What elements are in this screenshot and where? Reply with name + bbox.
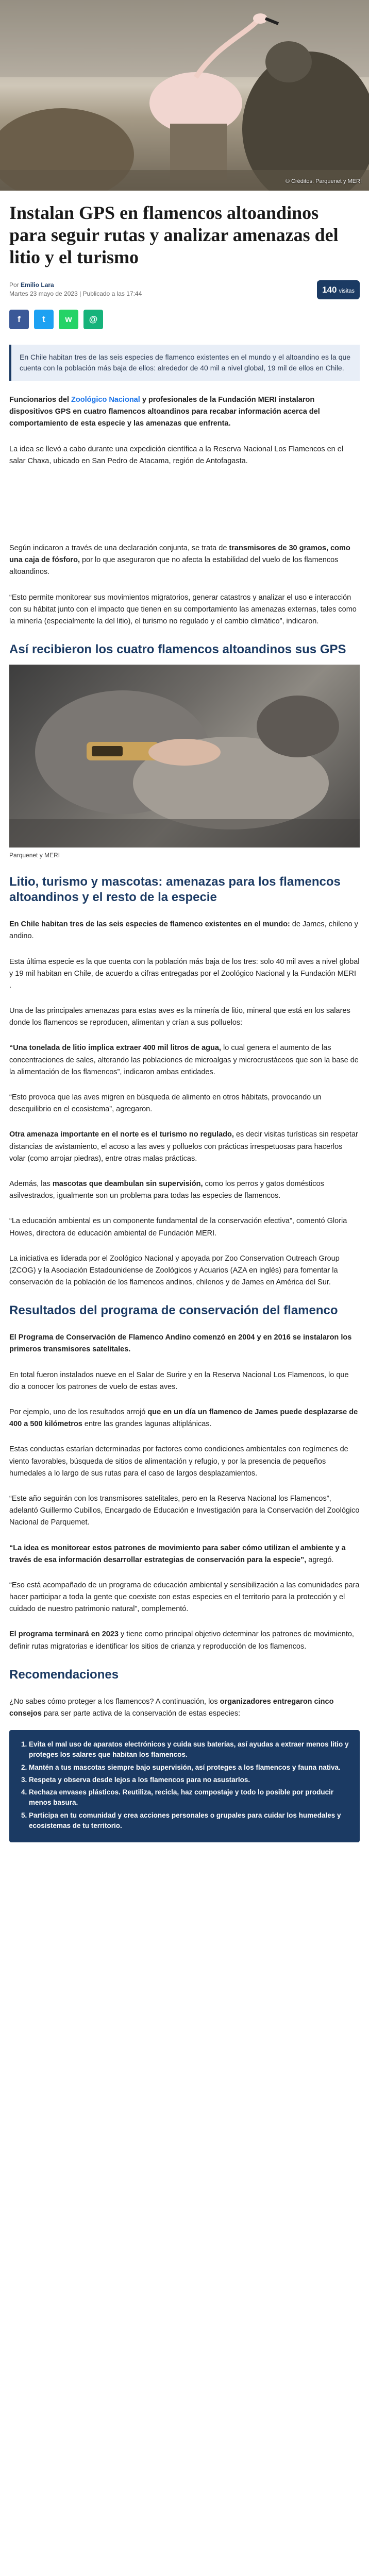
paragraph [9, 1129, 360, 1165]
paragraph-bold: que en un día un flamenco de James puede desplazarse de 400 a 500 kilómetros [9, 1408, 358, 1429]
gps-photo-illustration [9, 665, 360, 848]
paragraph: “La educación ambiental es un componente fundamental de la conservación efectiva”, comentó Gloria Howes, directora de educación ambiental de Fundación MERI. [9, 1217, 347, 1238]
paragraph: “Este año seguirán con los transmisores satelitales, pero en la Reserva Nacional los Flamencos”, adelantó Guillermo Cubillos, Encargado de Educación e Investigación para la Conservación del Zoológico Nacional de Parquemet. [9, 1494, 360, 1527]
list-item: 2. Mantén a tus mascotas siempre bajo supervisión, así proteges a los flamencos y fauna nativa. [29, 1762, 350, 1773]
article-title: Instalan GPS en flamencos altoandinos para seguir rutas y analizar amenazas del litio y el turismo [9, 202, 339, 268]
paragraph-bold: El Programa de Conservación de Flamenco Andino comenzó en 2004 y en 2016 se instalaron los primeros transmisores satelitales. [9, 1333, 352, 1354]
paragraph: Esta última especie es la que cuenta con la población más baja de los tres: solo 40 mil aves a nivel global y 19 mil habitan en Chile, de acuerdo a cifras entregadas por el Zoológico Nacional y la Fundación MERI . [9, 957, 360, 990]
paragraph: “Esto provoca que las aves migren en búsqueda de alimento en otros hábitats, provocando un desequilibrio en el ecosistema”, agregaron. [9, 1093, 322, 1114]
paragraph-text: como los perros y gatos domésticos asilvestrados, igualmente son un problema para todas las especies de flamencos. [9, 1179, 324, 1200]
byline [9, 281, 142, 299]
paragraph-bold: Funcionarios del [9, 396, 70, 404]
list-item: 1. Evita el mal uso de aparatos electrónicos y cuida sus baterías, así ayudas a extraer menos litio y proteges los salares que habitan los flamencos. [29, 1739, 350, 1760]
paragraph [9, 1629, 360, 1652]
paragraph-text: para ser parte activa de la conservación de estas especies: [43, 1709, 241, 1718]
paragraph-text: y tiene como principal objetivo determinar los patrones de movimiento, definir rutas migratorias e identificar los sitios de crianza y reproducción de los flamencos. [9, 1630, 354, 1651]
views-badge [317, 280, 360, 300]
paragraph-text: entre las grandes lagunas altiplánicas. [84, 1420, 212, 1429]
paragraph-bold: Otra amenaza importante en el norte es el turismo no regulado, [9, 1130, 234, 1139]
hero-photo-credit: © Créditos: Parquenet y MERI [285, 178, 362, 184]
email-icon: @ [89, 314, 98, 325]
paragraph-text: Además, las [9, 1179, 51, 1188]
paragraph-bold: “Una tonelada de litio implica extraer 400 mil litros de agua, [9, 1044, 221, 1053]
paragraph-text: por lo que aseguraron que no afecta la estabilidad del vuelo de los flamencos altoandinos. [9, 556, 339, 577]
share-email-button[interactable] [83, 310, 103, 329]
section-heading: Así recibieron los cuatro flamencos altoandinos sus GPS [9, 642, 346, 657]
hero-photo-illustration [0, 0, 369, 191]
paragraph [9, 543, 360, 579]
paragraph-bold: El programa terminará en 2023 [9, 1630, 119, 1639]
paragraph [9, 1543, 360, 1566]
paragraph: En total fueron instalados nueve en el Salar de Surire y en la Reserva Nacional Los Flamencos, lo que dio a conocer los patrones de vuelo de estas aves. [9, 1370, 349, 1391]
paragraph [9, 919, 360, 942]
views-count: 140 [322, 284, 337, 295]
paragraph-text: lo cual genera el aumento de las concentraciones de sales, alterando las poblaciones de microalgas y microcrustáceos que son la base de la alimentación de los flamencos”, indicaron ambas entidades. [9, 1044, 359, 1076]
paragraph: La iniciativa es liderada por el Zoológico Nacional y apoyada por Zoo Conservation Outreach Group (ZCOG) y la Asociación Estadounidense de Zoológicos y Acuarios (AZA en inglés) para fomentar la conservación de la población de los flamencos andinos, chilenos y de James en América del Sur. [9, 1254, 340, 1287]
paragraph-text: Según indicaron a través de una declaración conjunta, se trata de [9, 544, 227, 552]
paragraph-text: agregó. [308, 1555, 334, 1564]
paragraph: Estas conductas estarían determinadas por factores como condiciones ambientales con regímenes de viento favorables, búsqueda de sitios de alimentación y refugio, y por la presencia de pequeños humedales a lo largo de sus rutas para el caso de largos desplazamientos. [9, 1445, 348, 1478]
publish-date: Martes 23 mayo de 2023 | Publicado a las 17:44 [9, 290, 142, 298]
paragraph [9, 1178, 360, 1202]
paragraph-bold: transmisores de 30 gramos, como una caja de fósforo, [9, 544, 350, 565]
paragraph [9, 1696, 360, 1720]
paragraph-bold: mascotas que deambulan sin supervisión, [52, 1179, 203, 1188]
footer-spacer [9, 1842, 360, 1873]
paragraph [9, 1406, 360, 1430]
paragraph-text: Por ejemplo, uno de los resultados arrojó [9, 1408, 146, 1416]
paragraph: “Esto permite monitorear sus movimientos migratorios, generar catastros y analizar el uso e interacción con su hábitat junto con el impacto que tienen en su comportamiento las amenazas externas, tales como la minería (especialmente la del litio), el turismo no regulado y el cambio climático”, indicaron. [9, 593, 357, 625]
recommendations-list [9, 1730, 360, 1842]
article-body [0, 202, 369, 1873]
byline-author-line [9, 281, 142, 290]
photo-caption: Parquenet y MERI [9, 852, 60, 859]
share-whatsapp-button[interactable] [59, 310, 78, 329]
paragraph: La idea se llevó a cabo durante una expedición científica a la Reserva Nacional Los Flamencos en el salar Chaxa, ubicado en San Pedro de Atacama, región de Antofagasta. [9, 445, 344, 465]
list-item: 5. Participa en tu comunidad y crea acciones personales o grupales para cuidar los humedales y ecosistemas de tu territorio. [29, 1810, 350, 1832]
twitter-icon: t [42, 314, 45, 325]
section-heading: Recomendaciones [9, 1667, 119, 1682]
gps-photo [9, 665, 360, 848]
paragraph-bold: y profesionales de la Fundación MERI instalaron dispositivos GPS en cuatro flamencos altoandinos para recabar información acerca del comportamiento de esta especie y las amenazas que enfrenta. [9, 396, 320, 428]
paragraph: Una de las principales amenazas para estas aves es la minería de litio, mineral que está en los salares donde los flamencos se reproducen, alimentan y crían a sus polluelos: [9, 1007, 350, 1027]
embed-placeholder [9, 467, 360, 529]
paragraph [9, 1042, 360, 1078]
section-heading: Resultados del programa de conservación del flamenco [9, 1303, 338, 1318]
list-item: 3. Respeta y observa desde lejos a los flamencos para no asustarlos. [29, 1775, 350, 1785]
share-facebook-button[interactable] [9, 310, 29, 329]
share-bar [9, 310, 360, 329]
article-meta [9, 280, 360, 300]
paragraph-text: ¿No sabes cómo proteger a los flamencos? A continuación, los [9, 1697, 218, 1706]
article-summary: En Chile habitan tres de las seis especies de flamenco existentes en el mundo y el altoandino es la que cuenta con la población más baja de ellos: alrededor de 40 mil a nivel global, 19 mil de ellos en Chile. [9, 345, 360, 381]
paragraph [9, 1332, 360, 1355]
zoo-link[interactable]: Zoológico Nacional [71, 396, 140, 404]
list-item: 4. Rechaza envases plásticos. Reutiliza, recicla, haz compostaje y todo lo posible por producir menos basura. [29, 1787, 350, 1808]
whatsapp-icon: w [65, 314, 72, 325]
hero-photo [0, 0, 369, 191]
section-heading: Litio, turismo y mascotas: amenazas para los flamencos altoandinos y el resto de la especie [9, 875, 341, 905]
paragraph-text: es decir visitas turísticas sin respetar distancias de avistamiento, el acoso a las aves y polluelos con prácticas irrespetuosas para hacerlos volar (como arrojar piedras), entre otras malas prácticas. [9, 1130, 358, 1163]
facebook-icon: f [18, 314, 21, 325]
paragraph-bold: En Chile habitan tres de las seis especies de flamenco existentes en el mundo: [9, 920, 290, 929]
paragraph-bold: “La idea es monitorear estos patrones de movimiento para saber cómo utilizan el ambiente y a través de esa información desarrollar estrategias de conservación para la especie”, [9, 1544, 346, 1564]
paragraph-text: de James, chileno y andino. [9, 920, 358, 941]
byline-prefix: Por [9, 281, 19, 289]
views-label: visitas [339, 287, 355, 294]
paragraph [9, 394, 360, 430]
author-link[interactable]: Emilio Lara [21, 281, 54, 289]
share-twitter-button[interactable] [34, 310, 54, 329]
paragraph: “Eso está acompañado de un programa de educación ambiental y sensibilización a las comunidades para hacer participar a toda la gente que coexiste con estas especies en el territorio para la protección y el cuidado de nuestro patrimonio natural”, complementó. [9, 1581, 360, 1614]
paragraph-bold: organizadores entregaron cinco consejos [9, 1697, 334, 1718]
